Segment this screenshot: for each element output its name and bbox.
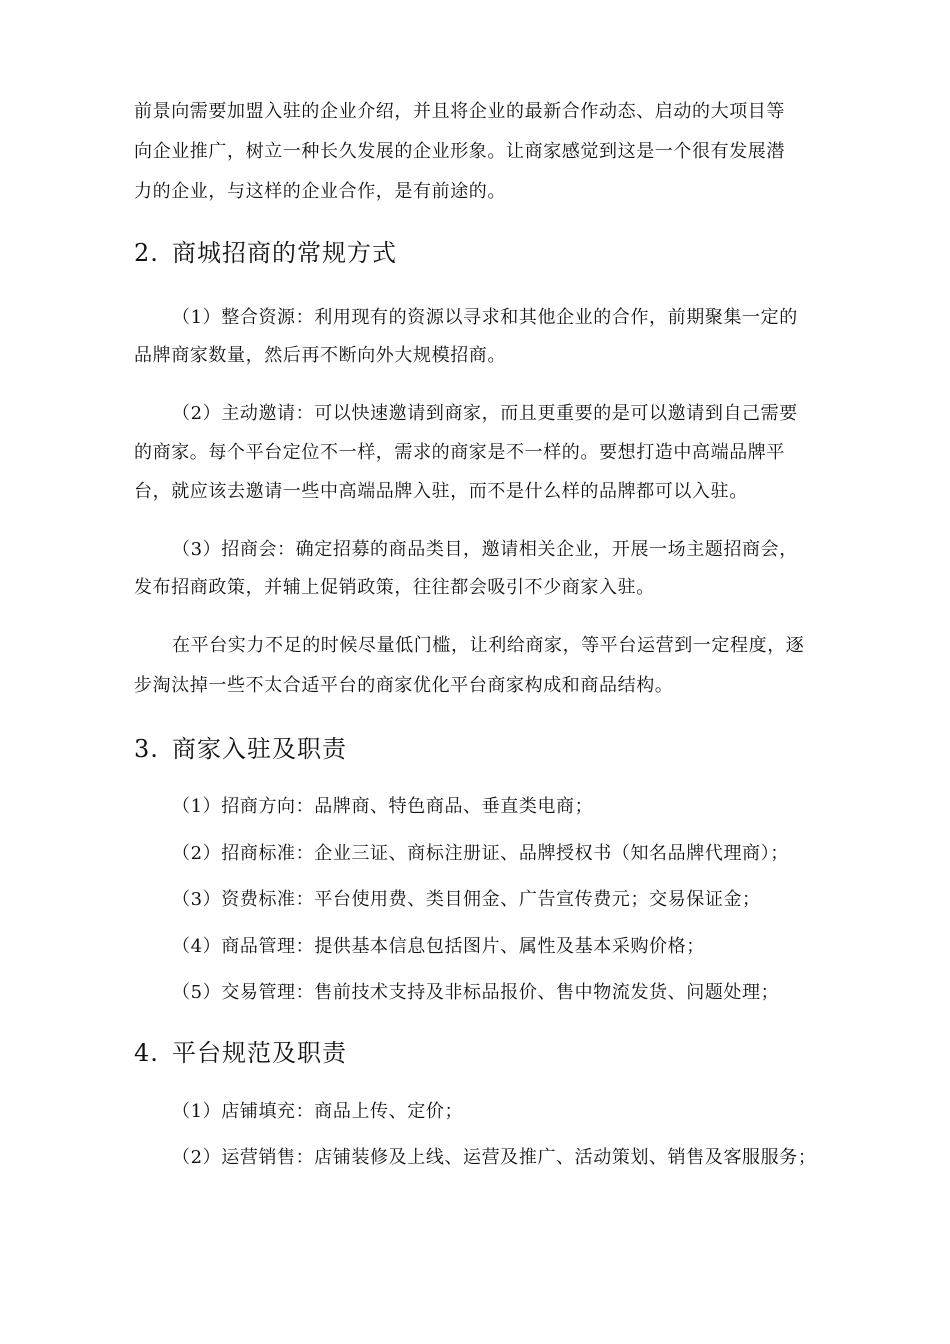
s2-para3-line-2: 发布招商政策，并辅上促销政策，往往都会吸引不少商家入驻。 (134, 577, 655, 598)
s3-item-3: （3）资费标准：平台使用费、类目佣金、广告宣传费元；交易保证金； (172, 889, 761, 910)
section-3-title: 商家入驻及职责 (172, 735, 347, 763)
s2-para4-line-1: 在平台实力不足的时候尽量低门槛，让利给商家，等平台运营到一定程度，逐 (172, 635, 805, 656)
s2-para2-line-1: （2）主动邀请：可以快速邀请到商家，而且更重要的是可以邀请到自己需要 (172, 403, 798, 424)
section-2-title: 商城招商的常规方式 (172, 239, 397, 267)
section-4-heading (134, 1038, 347, 1068)
s3-item-2: （2）招商标准：企业三证、商标注册证、品牌授权书（知名品牌代理商）； (172, 843, 789, 864)
s2-para1-line-1: （1）整合资源：利用现有的资源以寻求和其他企业的合作，前期聚集一定的 (172, 307, 798, 328)
intro-line-2: 向企业推广，树立一种长久发展的企业形象。让商家感觉到这是一个很有发展潜 (134, 141, 785, 162)
s3-item-5: （5）交易管理：售前技术支持及非标品报价、售中物流发货、问题处理； (172, 982, 780, 1003)
s3-item-1: （1）招商方向：品牌商、特色商品、垂直类电商； (172, 796, 594, 817)
s4-item-2: （2）运营销售：店铺装修及上线、运营及推广、活动策划、销售及客服服务； (172, 1147, 817, 1168)
section-2-number: 2. (134, 239, 159, 267)
s3-item-4: （4）商品管理：提供基本信息包括图片、属性及基本采购价格； (172, 936, 705, 957)
section-4-number: 4. (134, 1039, 159, 1067)
intro-line-3: 力的企业，与这样的企业合作，是有前途的。 (134, 181, 506, 202)
s2-para4-line-2: 步淘汰掉一些不太合适平台的商家优化平台商家构成和商品结构。 (134, 675, 674, 696)
s4-item-1: （1）店铺填充：商品上传、定价； (172, 1101, 464, 1122)
section-2-heading (134, 238, 397, 268)
intro-line-1: 前景向需要加盟入驻的企业介绍，并且将企业的最新合作动态、启动的大项目等 (134, 101, 785, 122)
section-3-number: 3. (134, 735, 159, 763)
s2-para1-line-2: 品牌商家数量，然后再不断向外大规模招商。 (134, 345, 506, 366)
s2-para2-line-2: 的商家。每个平台定位不一样，需求的商家是不一样的。要想打造中高端品牌平 (134, 442, 785, 463)
section-4-title: 平台规范及职责 (172, 1039, 347, 1067)
s2-para2-line-3: 台，就应该去邀请一些中高端品牌入驻，而不是什么样的品牌都可以入驻。 (134, 481, 748, 502)
s2-para3-line-1: （3）招商会：确定招募的商品类目，邀请相关企业，开展一场主题招商会， (172, 539, 798, 560)
section-3-heading (134, 734, 347, 764)
